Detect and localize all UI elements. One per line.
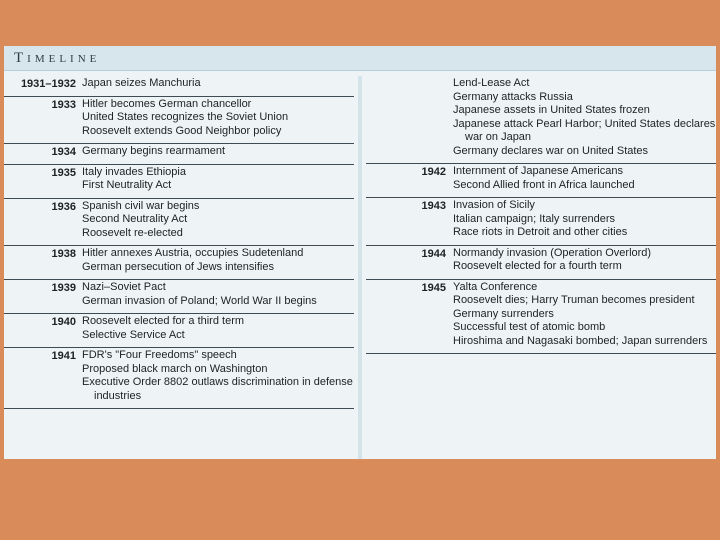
event-text: Proposed black march on Washington [82, 362, 268, 375]
event-text: Roosevelt re-elected [82, 226, 183, 239]
event-text: Italian campaign; Italy surrenders [453, 212, 616, 225]
event-text: FDR's "Four Freedoms" speech [82, 349, 237, 361]
entry-events [82, 76, 354, 96]
event-text: Successful test of atomic bomb [453, 321, 606, 333]
event-text: Germany attacks Russia [453, 90, 573, 103]
event-text: German persecution of Jews intensifies [82, 260, 274, 273]
timeline-entry [4, 280, 354, 314]
event-text: German invasion of Poland; World War II begins [82, 294, 317, 307]
entry-events [82, 97, 354, 144]
entry-events [453, 164, 716, 197]
timeline-right-column [366, 76, 716, 459]
entry-events [82, 348, 354, 408]
entry-year: 1945 [421, 281, 446, 294]
timeline-entry [366, 246, 716, 280]
entry-events [82, 246, 354, 279]
event-text: Selective Service Act [82, 328, 185, 341]
event-text: Hitler annexes Austria, occupies Sudetenland [82, 247, 304, 259]
event-text: Roosevelt extends Good Neighbor policy [82, 124, 282, 137]
timeline-columns [4, 76, 716, 459]
entry-year: 1935 [51, 166, 76, 179]
timeline-entry [366, 280, 716, 355]
event-text: Germany declares war on United States [453, 144, 649, 157]
timeline-entry [366, 164, 716, 198]
timeline-panel [4, 46, 716, 459]
event-text: Roosevelt dies; Harry Truman becomes president [453, 294, 695, 306]
entry-events [82, 314, 354, 347]
event-text: Second Allied front in Africa launched [453, 178, 635, 191]
event-text: Spanish civil war begins [82, 199, 200, 212]
event-text: Roosevelt elected for a fourth term [453, 260, 622, 272]
event-text: Executive Order 8802 outlaws discrimination in defense industries [82, 376, 353, 402]
column-divider [358, 76, 362, 459]
timeline-entry [4, 144, 354, 165]
event-text: Hitler becomes German chancellor [82, 97, 252, 110]
entry-events [453, 198, 716, 245]
entry-events [453, 246, 716, 279]
event-text: Invasion of Sicily [453, 199, 535, 211]
entry-events [453, 76, 716, 163]
event-text: Italy invades Ethiopia [82, 165, 186, 178]
entry-year: 1931–1932 [20, 78, 76, 90]
timeline-entry [366, 198, 716, 246]
event-text: Second Neutrality Act [82, 213, 188, 225]
entry-year: 1939 [51, 282, 76, 294]
entry-year: 1933 [51, 98, 76, 111]
event-text: Japan seizes Manchuria [82, 77, 201, 89]
entry-year: 1944 [421, 247, 446, 260]
timeline-entry [4, 76, 354, 97]
event-text: Normandy invasion (Operation Overlord) [453, 246, 652, 259]
event-text: Lend-Lease Act [453, 77, 530, 89]
entry-events [82, 280, 354, 313]
entry-events [453, 280, 716, 354]
timeline-header [4, 46, 716, 71]
event-text: Japanese attack Pearl Harbor; United States declares war on Japan [453, 117, 716, 143]
entry-year: 1940 [51, 316, 76, 328]
timeline-title: Timeline [14, 50, 101, 66]
entry-year: 1943 [421, 200, 446, 212]
timeline-entry [4, 165, 354, 199]
timeline-left-column [4, 76, 354, 459]
entry-year: 1934 [51, 146, 76, 158]
timeline-entry [4, 314, 354, 348]
event-text: Roosevelt elected for a third term [82, 315, 245, 327]
event-text: Yalta Conference [453, 280, 538, 293]
entry-year: 1941 [51, 350, 76, 362]
timeline-entry [366, 76, 716, 164]
event-text: Race riots in Detroit and other cities [453, 226, 628, 238]
event-text: Germany surrenders [453, 307, 554, 320]
timeline-entry [4, 97, 354, 145]
event-text: Hiroshima and Nagasaki bombed; Japan surrenders [453, 334, 708, 347]
event-text: Internment of Japanese Americans [453, 165, 623, 177]
event-text: United States recognizes the Soviet Union [82, 111, 289, 123]
entry-events [82, 144, 354, 164]
entry-events [82, 165, 354, 198]
event-text: Nazi–Soviet Pact [82, 281, 166, 293]
entry-year: 1936 [51, 200, 76, 213]
entry-year: 1938 [51, 248, 76, 260]
entry-events [82, 199, 354, 246]
entry-year: 1942 [421, 166, 446, 178]
event-text: Japanese assets in United States frozen [453, 104, 650, 116]
event-text: Germany begins rearmament [82, 145, 226, 157]
event-text: First Neutrality Act [82, 179, 172, 191]
timeline-entry [4, 199, 354, 247]
timeline-entry [4, 348, 354, 409]
timeline-entry [4, 246, 354, 280]
